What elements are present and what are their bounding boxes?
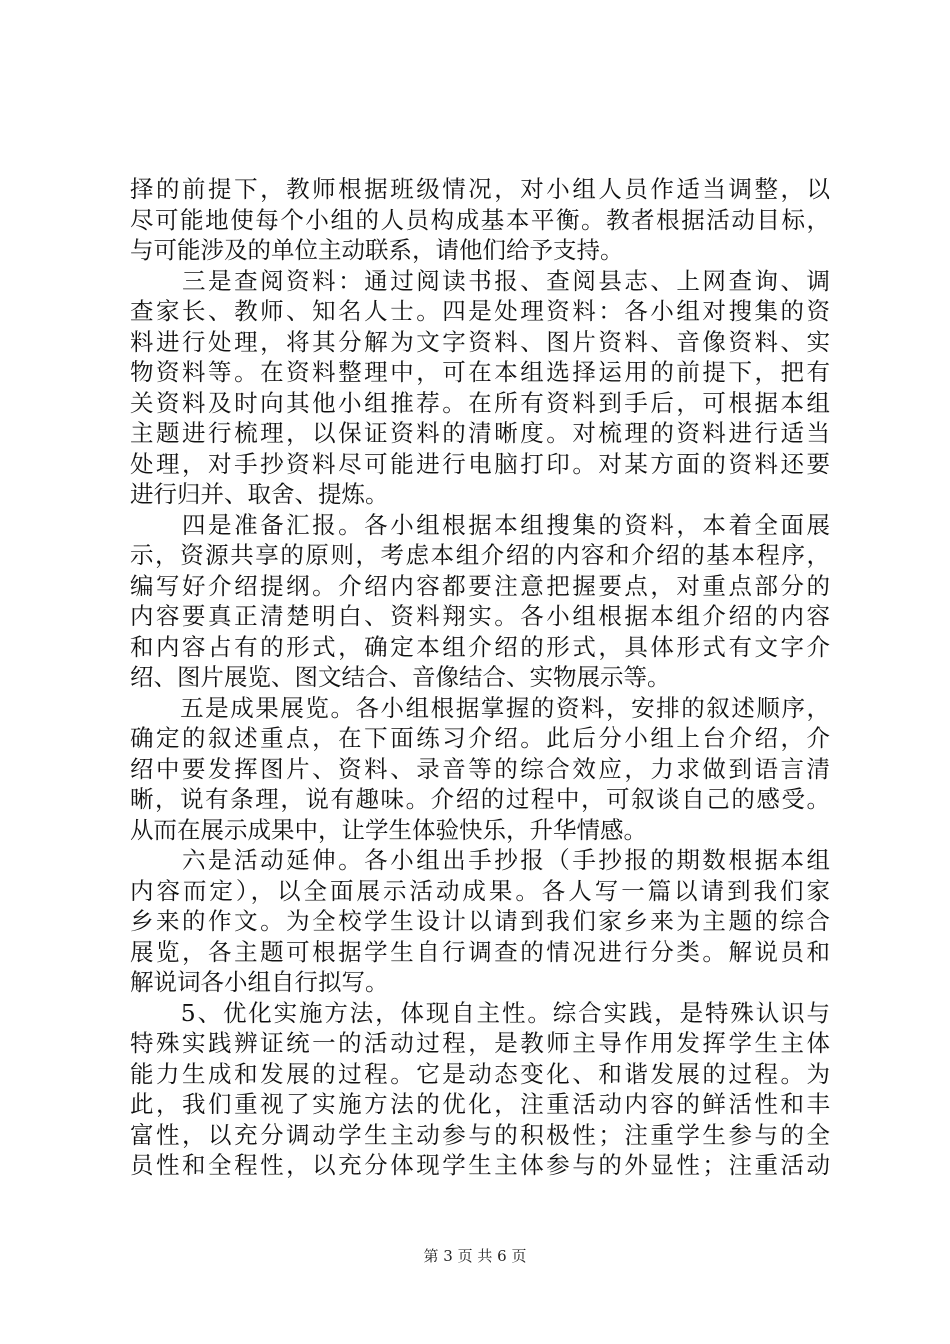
text-line: 能力生成和发展的过程。它是动态变化、和谐发展的过程。为: [130, 1059, 830, 1088]
text-line: 六是活动延伸。各小组出手抄报（手抄报的期数根据本组: [130, 846, 830, 874]
text-line: 内容而定），以全面展示活动成果。各人写一篇以请到我们家: [130, 876, 830, 905]
text-line: 择的前提下，教师根据班级情况，对小组人员作适当调整，以: [130, 175, 830, 203]
text-line: 与可能涉及的单位主动联系，请他们给予支持。: [130, 236, 624, 264]
text-line: 富性，以充分调动学生主动参与的积极性；注重学生参与的全: [130, 1120, 830, 1149]
text-line: 此，我们重视了实施方法的优化，注重活动内容的鲜活性和丰: [130, 1090, 830, 1118]
text-line: 确定的叙述重点，在下面练习介绍。此后分小组上台介绍，介: [130, 724, 830, 752]
page-number: 第 3 页 共 6 页: [423, 1247, 527, 1265]
text-line: 物资料等。在资料整理中，可在本组选择运用的前提下，把有: [130, 358, 830, 386]
text-line: 特殊实践辨证统一的活动过程，是教师主导作用发挥学生主体: [130, 1029, 830, 1057]
text-line: 员性和全程性，以充分体现学生主体参与的外显性；注重活动: [130, 1151, 830, 1179]
text-line: 示，资源共享的原则，考虑本组介绍的内容和介绍的基本程序，: [130, 541, 830, 569]
text-line: 处理，对手抄资料尽可能进行电脑打印。对某方面的资料还要: [130, 449, 830, 478]
text-line: 查家长、教师、知名人士。四是处理资料：各小组对搜集的资: [130, 297, 830, 325]
text-line: 尽可能地使每个小组的人员构成基本平衡。教者根据活动目标，: [130, 205, 830, 234]
text-line: 主题进行梳理，以保证资料的清晰度。对梳理的资料进行适当: [130, 419, 830, 447]
text-line: 展览，各主题可根据学生自行调查的情况进行分类。解说员和: [130, 937, 830, 966]
text-line: 和内容占有的形式，确定本组介绍的形式，具体形式有文字介: [130, 632, 830, 661]
text-line: 进行归并、取舍、提炼。: [130, 480, 389, 508]
text-line: 五是成果展览。各小组根据掌握的资料，安排的叙述顺序，: [130, 693, 830, 722]
text-line: 5、优化实施方法，体现自主性。综合实践，是特殊认识与: [130, 998, 830, 1027]
text-line: 绍中要发挥图片、资料、录音等的综合效应，力求做到语言清: [130, 754, 830, 783]
document-body: [130, 174, 830, 1181]
text-line: 三是查阅资料：通过阅读书报、查阅县志、上网查询、调: [130, 266, 830, 295]
text-line: 四是准备汇报。各小组根据本组搜集的资料，本着全面展: [130, 510, 830, 539]
text-line: 从而在展示成果中，让学生体验快乐，升华情感。: [130, 815, 647, 844]
text-line: 料进行处理，将其分解为文字资料、图片资料、音像资料、实: [130, 327, 830, 356]
text-line: 内容要真正清楚明白、资料翔实。各小组根据本组介绍的内容: [130, 602, 830, 630]
text-line: 关资料及时向其他小组推荐。在所有资料到手后，可根据本组: [130, 388, 830, 417]
text-line: 编写好介绍提纲。介绍内容都要注意把握要点，对重点部分的: [130, 571, 830, 600]
text-line: 解说词各小组自行拟写。: [130, 968, 389, 996]
text-line: 晰，说有条理，说有趣味。介绍的过程中，可叙谈自己的感受。: [130, 785, 830, 813]
page-footer: [0, 1246, 950, 1266]
text-line: 乡来的作文。为全校学生设计以请到我们家乡来为主题的综合: [130, 907, 830, 935]
text-line: 绍、图片展览、图文结合、音像结合、实物展示等。: [130, 663, 671, 691]
